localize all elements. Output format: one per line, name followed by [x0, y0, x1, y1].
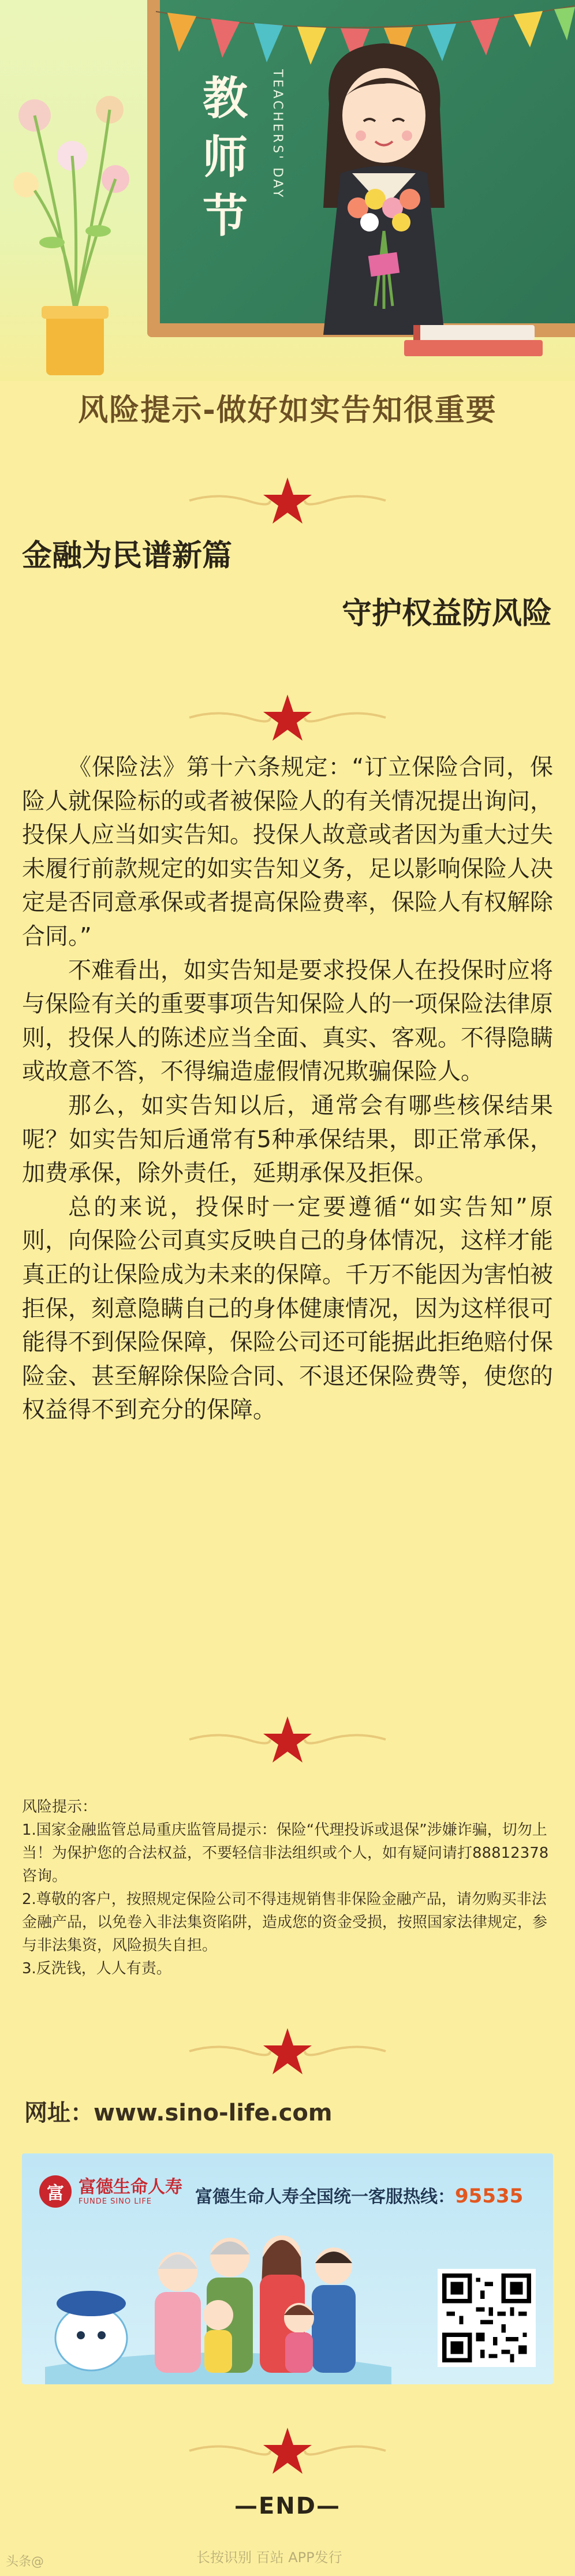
tip-item: 3.反洗钱，人人有责。 [22, 1960, 171, 1977]
watermark-center: 长按识别 百站 APP发行 [196, 2549, 342, 2566]
paragraph: 不难看出，如实告知是要求投保人在投保时应将与保险有关的重要事项告知保险人的一项保险法律原则，投保人的陈述应当全面、真实、客观。不得隐瞒或故意不答，不得编造虚假情况欺骗保险人。 [22, 957, 553, 1085]
subtitle-protect: 守护权益防风险 [341, 596, 552, 631]
logo-name-en: FUNDE SINO LIFE [79, 2197, 152, 2206]
tip-item: 1.国家金融监管总局重庆监管局提示：保险“代理投诉或退保”涉嫌诈骗，切勿上当！为保护您的合法权益，不要轻信非法组织或个人，如有疑问请打88812378咨询。 [22, 1821, 549, 1885]
paragraph: 总的来说，投保时一定要遵循“如实告知”原则，向保险公司真实反映自己的身体情况，这样才能真正的让保险成为未来的保障。千万不能因为害怕被拒保，刻意隐瞒自己的身体健康情况，因为这样很可能得不到保险保障，保险公司还可能据此拒绝赔付保险金、甚至解除保险合同、不退还保险费等，使您的权益得不到充分的保障。 [22, 1193, 553, 1424]
hotline-number[interactable]: 95535 [455, 2185, 524, 2208]
star-divider [184, 2425, 391, 2477]
logo-icon: 富 [39, 2175, 72, 2208]
hotline-banner [22, 2153, 553, 2384]
hero-illustration [0, 0, 575, 381]
qr-code-image[interactable] [438, 2269, 536, 2367]
subtitle-finance: 金融为民谱新篇 [22, 539, 233, 573]
flower-vase-image [0, 69, 150, 381]
hotline-text [195, 2182, 523, 2208]
tip-item: 2.尊敬的客户，按照规定保险公司不得违规销售非保险金融产品，请勿购买非法金融产品，以免卷入非法集资陷阱，造成您的资金受损，按照国家法律规定，参与非法集资，风险损失自担。 [22, 1891, 548, 1954]
end-marker: —END— [234, 2493, 341, 2519]
hotline-label: 富德生命人寿全国统一客服热线： [195, 2187, 455, 2207]
star-divider [184, 1713, 391, 1765]
teacher-illustration [289, 35, 479, 335]
brand-logo [39, 2175, 182, 2208]
star-divider [184, 2025, 391, 2077]
family-illustration [45, 2217, 391, 2384]
books-image [398, 315, 548, 361]
teachers-day-title: 教 师 节 [202, 72, 248, 242]
tips-title: 风险提示： [22, 1798, 98, 1816]
risk-tips [22, 1795, 553, 1980]
teachers-day-english: TEACHERS' DAY [270, 69, 285, 200]
mascot [55, 2291, 127, 2370]
risk-title: 风险提示-做好如实告知很重要 [78, 393, 497, 428]
paragraph: 那么，如实告知以后，通常会有哪些核保结果呢？如实告知后通常有5种承保结果，即正常承保，加费承保，除外责任，延期承保及拒保。 [22, 1092, 553, 1187]
star-divider [184, 692, 391, 744]
logo-name-cn: 富德生命人寿 [79, 2176, 182, 2197]
website-link[interactable]: 网址：www.sino-life.com [24, 2100, 333, 2126]
star-divider [184, 475, 391, 527]
watermark-left: 头条@ [6, 2555, 44, 2569]
paragraph: 《保险法》第十六条规定：“订立保险合同，保险人就保险标的或者被保险人的有关情况提出询问，投保人应当如实告知。投保人故意或者因为重大过失未履行前款规定的如实告知义务，足以影响保险人决定是否同意承保或者提高保险费率，保险人有权解除合同。” [22, 754, 553, 950]
article-body [22, 751, 553, 1427]
